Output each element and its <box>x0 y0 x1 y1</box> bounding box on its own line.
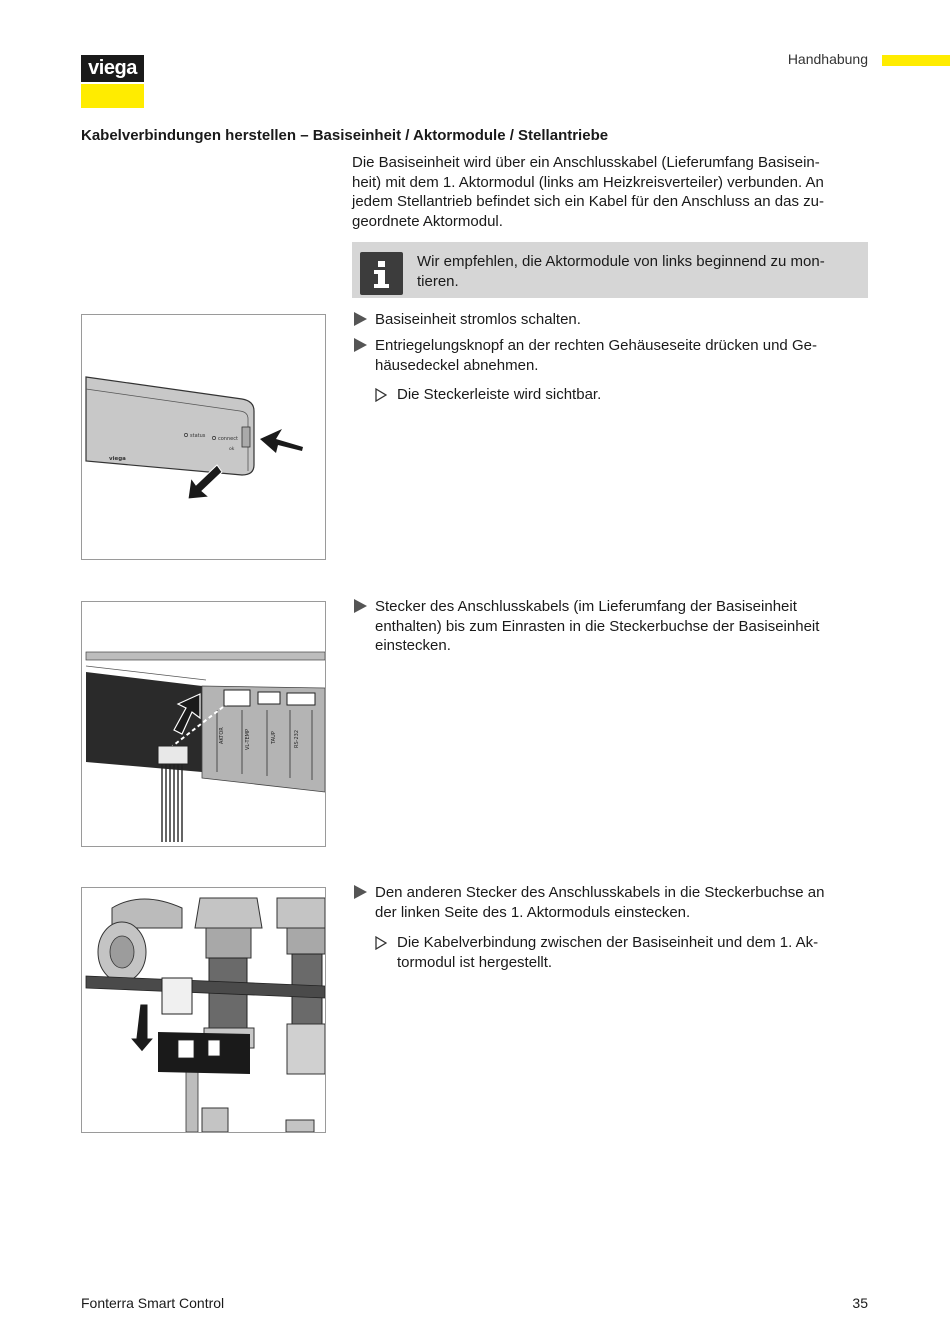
result-connection-made <box>375 933 865 972</box>
intro-paragraph <box>352 153 872 231</box>
logo-yellow-bar <box>81 84 144 108</box>
info-note-text <box>417 252 862 291</box>
result-line: Die Kabelverbindung zwischen der Basiseinheit und dem 1. Ak- <box>397 934 819 951</box>
fig1-brand-label: viega <box>109 456 126 462</box>
fig2-taup-label: TAUP <box>271 731 277 744</box>
fig1-ok-label: ok <box>229 447 235 452</box>
step-plug-cable-base <box>352 597 872 656</box>
fig2-rs232-label: RS-232 <box>294 730 300 748</box>
step-line: enthalten) bis zum Einrasten in die Steckerbuchse der Basiseinheit <box>375 617 820 635</box>
step-line: Stecker des Anschlusskabels (im Lieferumfang der Basiseinheit <box>375 598 797 615</box>
step-remove-cover <box>352 336 872 375</box>
note-line: tieren. <box>417 272 459 290</box>
intro-line: jedem Stellantrieb befindet sich ein Kabel für den Anschluss an das zu- <box>352 193 824 210</box>
footer-product-name: Fonterra Smart Control <box>81 1295 225 1311</box>
result-arrow-icon <box>375 936 387 950</box>
step-arrow-icon <box>354 312 367 326</box>
result-connector-visible: Die Steckerleiste wird sichtbar. <box>375 385 865 405</box>
intro-line: heit) mit dem 1. Aktormodul (links am Heizkreisverteiler) verbunden. An <box>352 173 824 191</box>
section-yellow-bar <box>882 55 950 66</box>
figure-plug-base-unit <box>81 601 326 847</box>
figure-plug-actuator-module <box>81 887 326 1133</box>
result-arrow-icon <box>375 388 387 402</box>
fig2-vltemp-label: VL-TEMP <box>245 728 251 750</box>
viega-logo: viega <box>88 57 137 79</box>
step-line: einstecken. <box>375 637 451 654</box>
info-icon <box>360 252 403 295</box>
intro-line: geordnete Aktormodul. <box>352 212 503 230</box>
step-arrow-icon <box>354 599 367 613</box>
page-heading: Kabelverbindungen herstellen – Basiseinheit / Aktormodule / Stellantriebe <box>81 127 609 144</box>
step-power-off: Basiseinheit stromlos schalten. <box>352 310 872 330</box>
intro-line: Die Basiseinheit wird über ein Anschlusskabel (Lieferumfang Basisein- <box>352 154 820 171</box>
step-plug-cable-actuator <box>352 883 872 922</box>
result-line: tormodul ist hergestellt. <box>397 953 553 971</box>
step-line: Den anderen Stecker des Anschlusskabels in die Steckerbuchse an <box>375 884 825 901</box>
step-line: Entriegelungsknopf an der rechten Gehäuseseite drücken und Ge- <box>375 337 817 354</box>
figure-base-unit-cover <box>81 314 326 560</box>
step-arrow-icon <box>354 885 367 899</box>
section-title: Handhabung <box>787 51 868 67</box>
step-line: häusedeckel abnehmen. <box>375 356 539 374</box>
fig1-connect-label: connect <box>218 436 238 442</box>
step-line: der linken Seite des 1. Aktormoduls einstecken. <box>375 903 691 921</box>
fig1-status-label: status <box>190 433 206 439</box>
step-arrow-icon <box>354 338 367 352</box>
note-line: Wir empfehlen, die Aktormodule von links beginnend zu mon- <box>417 253 825 270</box>
page-number: 35 <box>852 1295 868 1311</box>
fig2-aktor-label: AKTOR <box>219 727 225 744</box>
